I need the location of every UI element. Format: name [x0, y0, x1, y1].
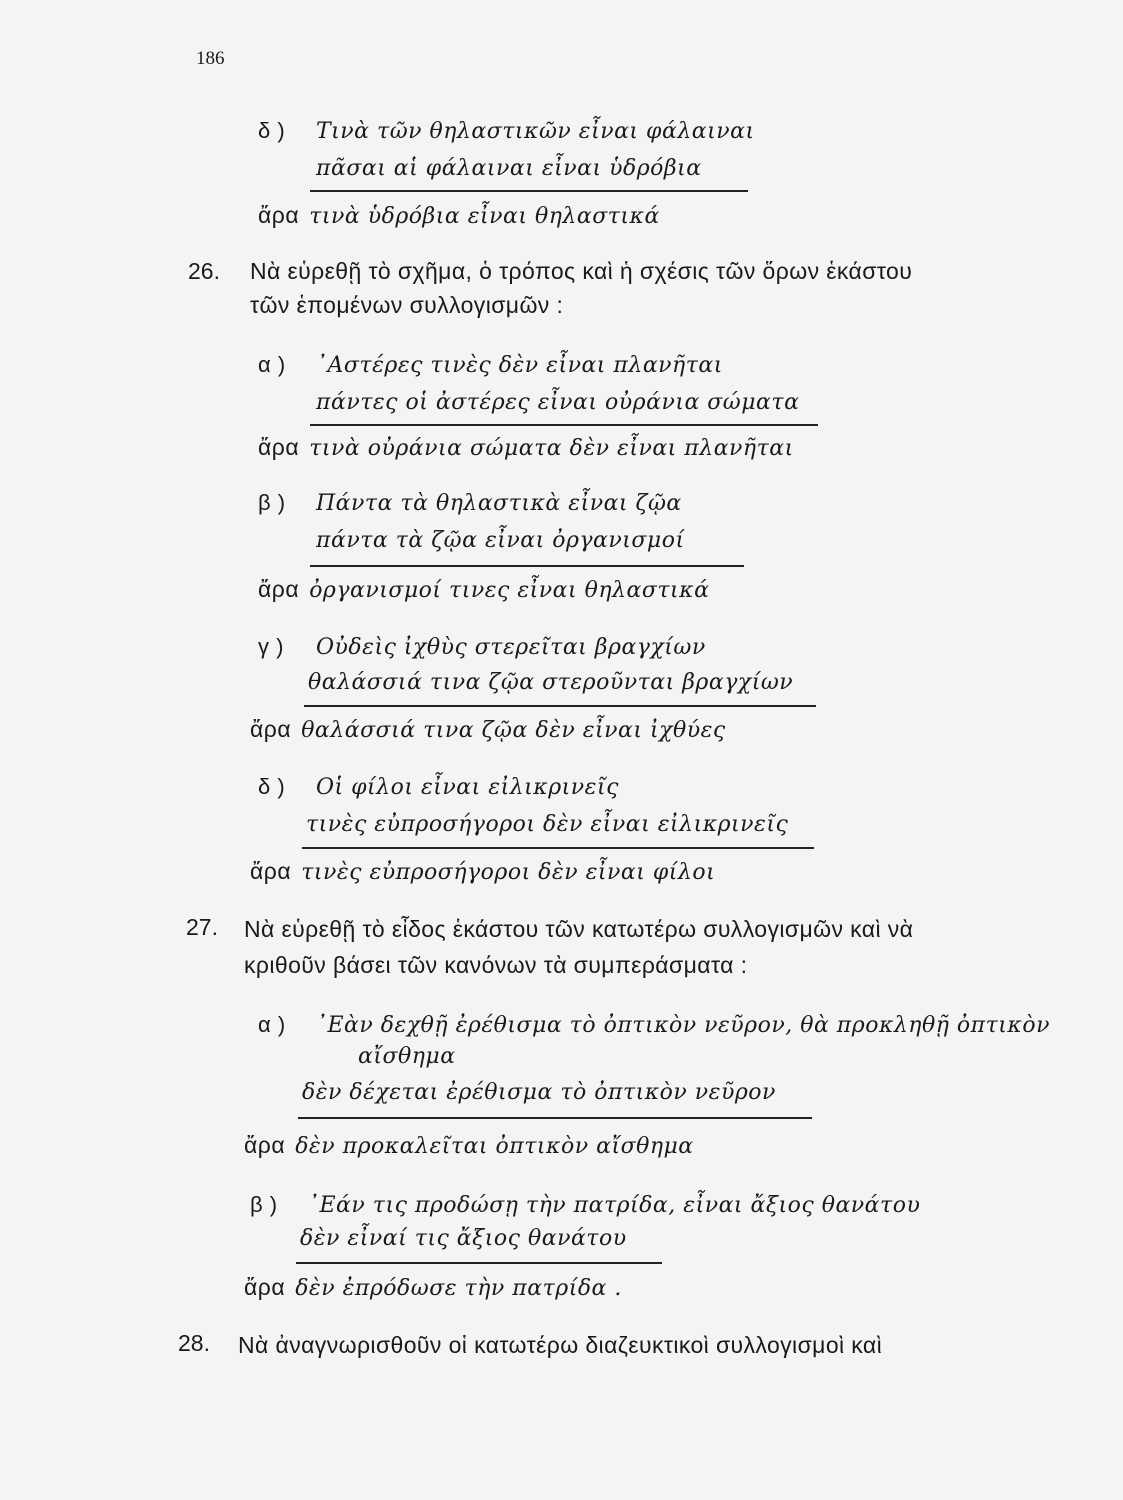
exercise-number: 26.	[188, 258, 220, 284]
therefore-word: ἄρα	[250, 716, 292, 742]
item-label: β )	[250, 1192, 278, 1217]
conclusion-text: δὲν προκαλεῖται ὀπτικὸν αἴσθημα	[295, 1134, 694, 1159]
conclusion-text: ὀργανισμοί τινες εἶναι θηλαστικά	[309, 578, 710, 603]
premise-text: Οὐδεὶς ἰχθὺς στερεῖται βραγχίων	[316, 635, 706, 660]
item-label: δ )	[258, 774, 286, 799]
syllogism-conclusion	[258, 434, 794, 461]
syllogism-premise-1	[258, 118, 755, 144]
exercise-instruction-line: κριθοῦν βάσει τῶν κανόνων τὰ συμπεράσματα :	[244, 952, 748, 978]
item-label: δ )	[258, 118, 286, 143]
syllogism-conclusion	[250, 716, 726, 743]
syllogism-premise-1	[258, 352, 723, 378]
premise-text: ᾿Αστέρες τινὲς δὲν εἶναι πλανῆται	[316, 353, 723, 378]
therefore-word: ἄρα	[244, 1132, 286, 1158]
conclusion-text: τινὰ οὐράνια σώματα δὲν εἶναι πλανῆται	[309, 436, 794, 461]
therefore-word: ἄρα	[244, 1274, 286, 1300]
therefore-word: ἄρα	[258, 202, 300, 228]
exercise-instruction-line: Νὰ εὑρεθῇ τὸ εἶδος ἑκάστου τῶν κατωτέρω συλλογισμῶν καὶ νὰ	[244, 916, 914, 942]
syllogism-premise-1	[258, 490, 682, 516]
premise-text: Οἱ φίλοι εἶναι εἰλικρινεῖς	[316, 775, 619, 800]
therefore-word: ἄρα	[258, 576, 300, 602]
syllogism-premise-2: πάντα τὰ ζῷα εἶναι ὀργανισμοί	[316, 528, 685, 553]
syllogism-premise-1-continued: αἴσθημα	[358, 1044, 456, 1069]
exercise-instruction-line: Νὰ εὑρεθῇ τὸ σχῆμα, ὁ τρόπος καὶ ἡ σχέσις τῶν ὅρων ἑκάστου	[250, 258, 913, 284]
conclusion-text: θαλάσσιά τινα ζῷα δὲν εἶναι ἰχθύες	[301, 718, 726, 743]
conclusion-text: δὲν ἐπρόδωσε τὴν πατρίδα .	[295, 1276, 622, 1301]
syllogism-premise-2: θαλάσσιά τινα ζῷα στεροῦνται βραγχίων	[308, 670, 794, 695]
syllogism-rule	[302, 847, 814, 849]
item-label: α )	[258, 352, 286, 377]
syllogism-conclusion	[258, 576, 709, 603]
syllogism-conclusion	[250, 858, 715, 885]
therefore-word: ἄρα	[250, 858, 292, 884]
item-label: β )	[258, 490, 286, 515]
syllogism-rule	[304, 705, 816, 707]
premise-text: Τινὰ τῶν θηλαστικῶν εἶναι φάλαιναι	[316, 119, 755, 144]
syllogism-conclusion	[244, 1274, 622, 1301]
item-label: γ )	[258, 634, 284, 659]
exercise-number: 28.	[178, 1330, 210, 1356]
syllogism-rule	[298, 1117, 812, 1119]
syllogism-rule	[296, 1262, 662, 1264]
premise-text: Πάντα τὰ θηλαστικὰ εἶναι ζῷα	[316, 491, 682, 516]
conclusion-text: τινὰ ὑδρόβια εἶναι θηλαστικά	[309, 204, 660, 229]
syllogism-conclusion	[244, 1132, 694, 1159]
syllogism-premise-2: δὲν δέχεται ἐρέθισμα τὸ ὀπτικὸν νεῦρον	[302, 1080, 776, 1105]
syllogism-premise-2: πάντες οἱ ἀστέρες εἶναι οὐράνια σώματα	[316, 390, 800, 415]
syllogism-rule	[310, 190, 748, 192]
syllogism-rule	[310, 424, 818, 426]
exercise-number: 27.	[186, 914, 218, 940]
conclusion-text: τινὲς εὐπροσήγοροι δὲν εἶναι φίλοι	[301, 860, 716, 885]
exercise-instruction-line: τῶν ἑπομένων συλλογισμῶν :	[250, 292, 564, 318]
syllogism-premise-1	[258, 634, 706, 660]
syllogism-premise-2: δὲν εἶναί τις ἄξιος θανάτου	[300, 1226, 627, 1251]
item-label: α )	[258, 1012, 286, 1037]
syllogism-premise-1	[258, 1012, 1050, 1038]
syllogism-premise-2: πᾶσαι αἱ φάλαιναι εἶναι ὑδρόβια	[316, 156, 702, 181]
premise-text: ᾿Εάν τις προδώσῃ τὴν πατρίδα, εἶναι ἄξιος θανάτου	[308, 1193, 921, 1218]
syllogism-rule	[310, 565, 744, 567]
syllogism-premise-2: τινὲς εὐπροσήγοροι δὲν εἶναι εἰλικρινεῖς	[306, 812, 789, 837]
syllogism-premise-1	[250, 1192, 920, 1218]
page-number: 186	[196, 48, 225, 69]
syllogism-premise-1	[258, 774, 619, 800]
premise-text: ᾿Εὰν δεχθῇ ἐρέθισμα τὸ ὀπτικὸν νεῦρον, θὰ προκληθῇ ὀπτικὸν	[316, 1013, 1050, 1038]
exercise-instruction-line: Νὰ ἀναγνωρισθοῦν οἱ κατωτέρω διαζευκτικοὶ συλλογισμοὶ καὶ	[238, 1332, 883, 1358]
therefore-word: ἄρα	[258, 434, 300, 460]
syllogism-conclusion	[258, 202, 660, 229]
